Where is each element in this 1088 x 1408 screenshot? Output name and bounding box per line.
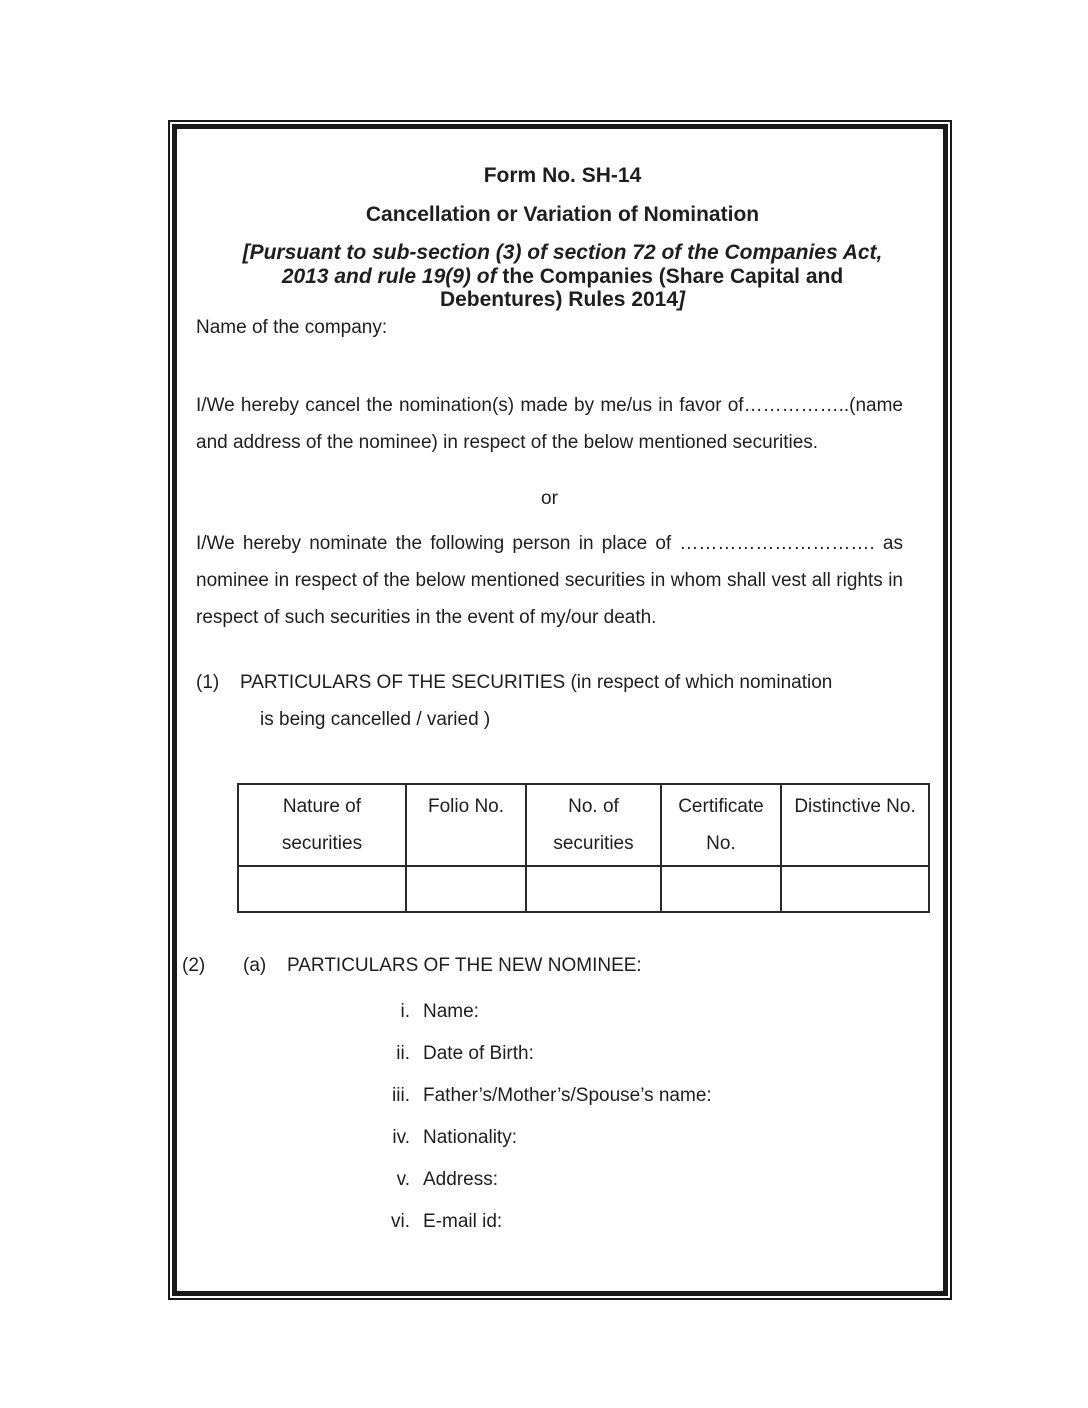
form-border-frame (172, 124, 948, 1296)
column-header-folio-no: Folio No. (406, 784, 526, 866)
roman-numeral: ii. (396, 1042, 410, 1064)
roman-numeral: iv. (392, 1126, 410, 1148)
column-header-distinctive-no: Distinctive No. (781, 784, 929, 866)
company-name-label: Name of the company: (196, 316, 388, 338)
empty-cell-no-of-securities (526, 866, 661, 912)
field-label-nationality: Nationality: (423, 1126, 517, 1148)
pursuant-line-3: Debentures) Rules 2014] (439, 288, 686, 311)
empty-cell-nature-of-securities (238, 866, 406, 912)
roman-numeral: v. (396, 1168, 410, 1190)
section-1-line-2: is being cancelled / varied ) (260, 708, 491, 730)
column-header-no-of-securities: No. of securities (526, 784, 661, 866)
form-content (177, 129, 943, 1291)
cancellation-paragraph: I/We hereby cancel the nomination(s) made by me/us in favor of……………..(name and address of the nominee) in respect of the below mentioned securities. (196, 394, 903, 453)
nominee-field-row (196, 991, 903, 1033)
section-1-number: (1) (196, 671, 220, 693)
nominee-field-row (196, 1033, 903, 1075)
column-header-certificate-no: Certificate No. (661, 784, 781, 866)
form-number-title: Form No. SH-14 (483, 164, 642, 187)
section-2-title: PARTICULARS OF THE NEW NOMINEE: (287, 954, 642, 976)
roman-numeral: vi. (391, 1210, 410, 1232)
roman-numeral: iii. (392, 1084, 410, 1106)
empty-cell-distinctive-no (781, 866, 929, 912)
securities-table-header-row (238, 784, 929, 866)
nominee-field-row (196, 1201, 903, 1243)
pursuant-line-1: [Pursuant to sub-section (3) of section 72 of the Companies Act, (242, 241, 883, 264)
section-2-number: (2) (182, 954, 206, 976)
securities-table (237, 783, 930, 913)
nominee-fields-list (196, 991, 903, 1243)
section-1-line-1: PARTICULARS OF THE SECURITIES (in respect of which nomination (240, 671, 833, 693)
section-1-text (240, 664, 832, 738)
field-label-date-of-birth: Date of Birth: (423, 1042, 534, 1064)
field-label-email-id: E-mail id: (423, 1210, 503, 1232)
field-label-address: Address: (423, 1168, 498, 1190)
column-header-nature-of-securities: Nature of securities (238, 784, 406, 866)
empty-cell-folio-no (406, 866, 526, 912)
pursuant-clause (209, 241, 916, 312)
section-2-sub-letter: (a) (243, 954, 267, 976)
pursuant-line-2: 2013 and rule 19(9) of the Companies (Share Capital and (281, 264, 844, 288)
field-label-parent-spouse-name: Father’s/Mother’s/Spouse’s name: (423, 1084, 712, 1106)
nominee-field-row (196, 1159, 903, 1201)
form-title: Cancellation or Variation of Nomination (365, 203, 760, 226)
section-1-heading (196, 664, 903, 738)
or-separator: or (541, 487, 558, 509)
section-2-heading (182, 953, 903, 979)
nominee-field-row (196, 1117, 903, 1159)
securities-table-empty-row (238, 866, 929, 912)
field-label-name: Name: (423, 1000, 479, 1022)
empty-cell-certificate-no (661, 866, 781, 912)
nominee-field-row (196, 1075, 903, 1117)
nomination-paragraph: I/We hereby nominate the following person in place of …………………………. as nominee in respect of the below mentioned securities in whom shall vest all rights in respect of such securities in the event of my/our death. (196, 532, 903, 628)
roman-numeral: i. (400, 1000, 410, 1022)
